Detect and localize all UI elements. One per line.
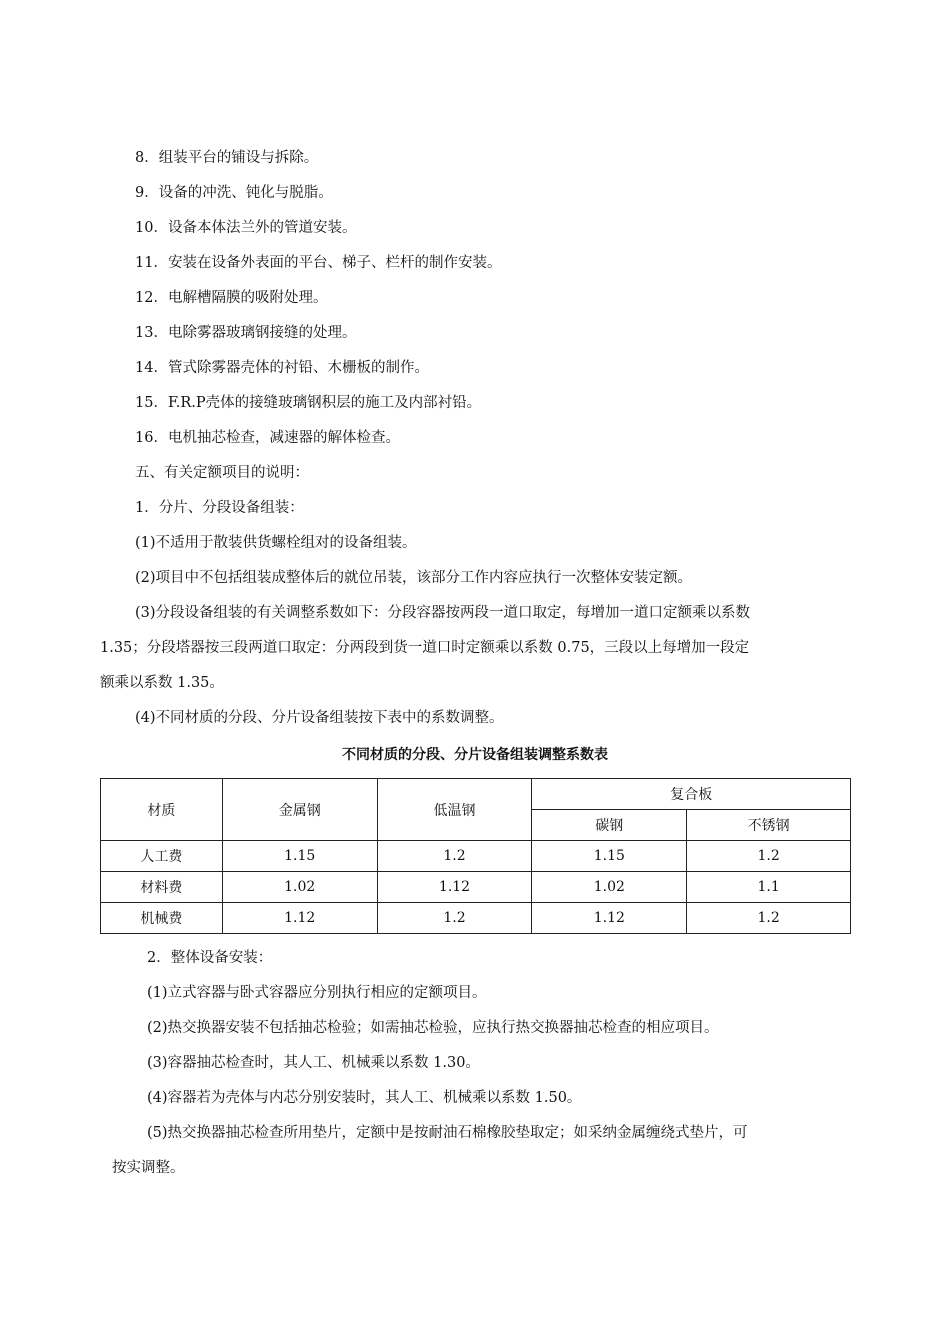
paragraph: (3)容器抽芯检查时，其人工、机械乘以系数 1.30。 (147, 1055, 480, 1071)
table-cell: 1.1 (687, 872, 851, 903)
table-cell: 1.12 (532, 903, 687, 934)
list-item: 13．电除雾器玻璃钢接缝的处理。 (135, 325, 357, 341)
table-cell: 1.02 (222, 872, 377, 903)
list-item: 12．电解槽隔膜的吸附处理。 (135, 290, 328, 306)
table-cell: 1.2 (687, 841, 851, 872)
subsection-heading: 2．整体设备安装： (147, 950, 273, 966)
paragraph-continuation: 额乘以系数 1.35。 (100, 675, 224, 691)
paragraph-continuation: 1.35；分段塔器按三段两道口取定：分两段到货一道口时定额乘以系数 0.75，三段以上每增加一段定 (100, 640, 750, 656)
header-stainless-steel: 不锈钢 (687, 810, 851, 841)
table-cell: 1.02 (532, 872, 687, 903)
list-item: 10．设备本体法兰外的管道安装。 (135, 220, 357, 236)
table-cell: 1.15 (532, 841, 687, 872)
row-label: 人工费 (101, 841, 223, 872)
list-item: 14．管式除雾器壳体的衬铅、木栅板的制作。 (135, 360, 429, 376)
table-cell: 1.2 (377, 903, 532, 934)
paragraph: (2)项目中不包括组装成整体后的就位吊装，该部分工作内容应执行一次整体安装定额。 (135, 570, 693, 586)
paragraph-continuation: 按实调整。 (112, 1160, 185, 1176)
paragraph: (1)立式容器与卧式容器应分别执行相应的定额项目。 (147, 985, 487, 1001)
table-row (101, 841, 851, 872)
list-item: 9．设备的冲洗、钝化与脱脂。 (135, 185, 333, 201)
row-label: 材料费 (101, 872, 223, 903)
table-row (101, 903, 851, 934)
paragraph: (5)热交换器抽芯检查所用垫片，定额中是按耐油石棉橡胶垫取定；如采纳金属缠绕式垫片，可 (147, 1125, 748, 1141)
list-item: 16．电机抽芯检查，减速器的解体检查。 (135, 430, 400, 446)
table-cell: 1.15 (222, 841, 377, 872)
list-item: 15．F.R.P壳体的接缝玻璃钢积层的施工及内部衬铅。 (135, 395, 482, 411)
header-low-temp-steel: 低温钢 (377, 779, 532, 841)
table-cell: 1.2 (377, 841, 532, 872)
paragraph: (4)容器若为壳体与内芯分别安装时，其人工、机械乘以系数 1.50。 (147, 1090, 582, 1106)
list-item: 11．安装在设备外表面的平台、梯子、栏杆的制作安装。 (135, 255, 502, 271)
table-row (101, 872, 851, 903)
header-carbon-steel: 碳钢 (532, 810, 687, 841)
table-cell: 1.12 (377, 872, 532, 903)
header-material: 材质 (101, 779, 223, 841)
subsection-heading: 1．分片、分段设备组装： (135, 500, 304, 516)
header-composite-plate: 复合板 (532, 779, 851, 810)
list-item: 8．组装平台的铺设与拆除。 (135, 150, 319, 166)
table-cell: 1.12 (222, 903, 377, 934)
coefficient-table (100, 778, 851, 934)
row-label: 机械费 (101, 903, 223, 934)
section-heading: 五、有关定额项目的说明： (135, 465, 309, 481)
paragraph: (1)不适用于散装供货螺栓组对的设备组装。 (135, 535, 417, 551)
header-metal-steel: 金属钢 (222, 779, 377, 841)
table-cell: 1.2 (687, 903, 851, 934)
table-caption: 不同材质的分段、分片设备组装调整系数表 (342, 747, 608, 763)
paragraph: (3)分段设备组装的有关调整系数如下：分段容器按两段一道口取定，每增加一道口定额乘以系数 (135, 605, 751, 621)
paragraph: (2)热交换器安装不包括抽芯检验；如需抽芯检验，应执行热交换器抽芯检查的相应项目。 (147, 1020, 719, 1036)
paragraph: (4)不同材质的分段、分片设备组装按下表中的系数调整。 (135, 710, 504, 726)
